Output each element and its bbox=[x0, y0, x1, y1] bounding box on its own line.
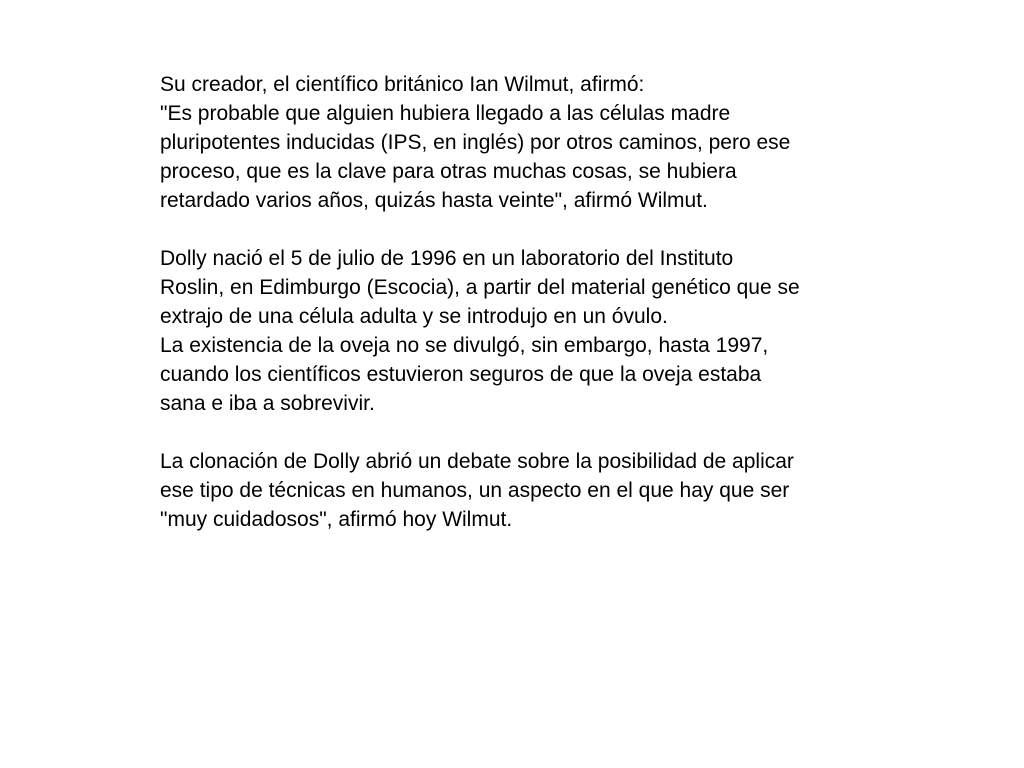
body-text bbox=[160, 70, 880, 534]
text-line: La existencia de la oveja no se divulgó, sin embargo, hasta 1997, bbox=[160, 334, 769, 357]
paragraph-spacer bbox=[160, 418, 880, 447]
paragraph-cloning-debate bbox=[160, 447, 880, 534]
text-line: "Es probable que alguien hubiera llegado a las células madre bbox=[160, 102, 731, 125]
text-line: extrajo de una célula adulta y se introdujo en un óvulo. bbox=[160, 305, 668, 328]
text-line: Su creador, el científico británico Ian Wilmut, afirmó: bbox=[160, 73, 645, 96]
text-line: cuando los científicos estuvieron seguros de que la oveja estaba bbox=[160, 363, 762, 386]
paragraph-wilmut-quote bbox=[160, 70, 880, 215]
text-line: retardado varios años, quizás hasta veinte", afirmó Wilmut. bbox=[160, 189, 708, 212]
text-line: sana e iba a sobrevivir. bbox=[160, 392, 375, 415]
text-line: La clonación de Dolly abrió un debate sobre la posibilidad de aplicar bbox=[160, 450, 794, 473]
paragraph-dolly-birth bbox=[160, 244, 880, 418]
text-line: Roslin, en Edimburgo (Escocia), a partir del material genético que se bbox=[160, 276, 800, 299]
text-line: Dolly nació el 5 de julio de 1996 en un laboratorio del Instituto bbox=[160, 247, 734, 270]
paragraph-spacer bbox=[160, 215, 880, 244]
text-line: ese tipo de técnicas en humanos, un aspecto en el que hay que ser bbox=[160, 479, 790, 502]
text-line: pluripotentes inducidas (IPS, en inglés) por otros caminos, pero ese bbox=[160, 131, 791, 154]
text-line: proceso, que es la clave para otras muchas cosas, se hubiera bbox=[160, 160, 737, 183]
text-line: "muy cuidadosos", afirmó hoy Wilmut. bbox=[160, 508, 513, 531]
